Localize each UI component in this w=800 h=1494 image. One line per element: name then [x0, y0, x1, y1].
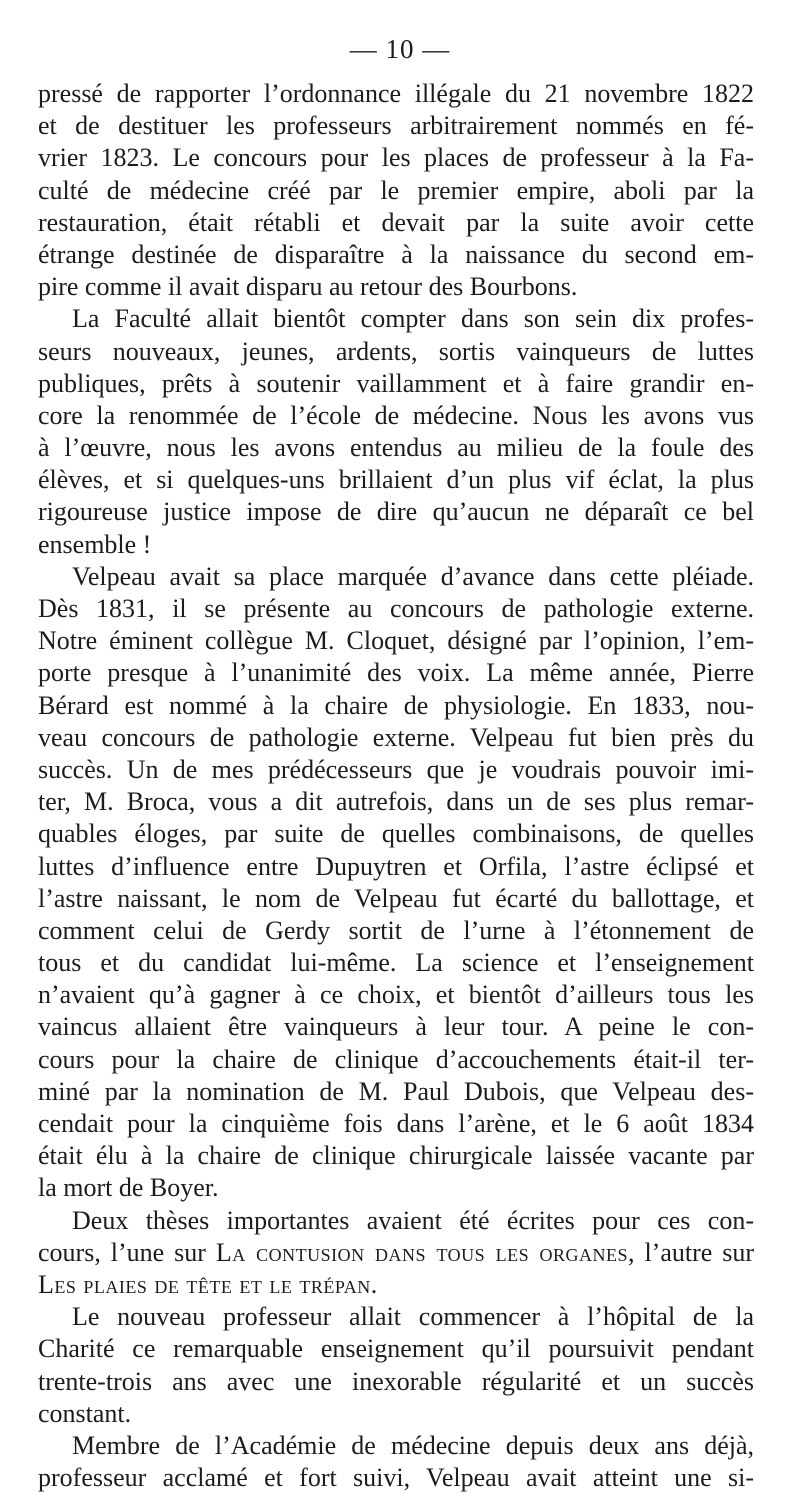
text-segment: publiques, prêts à soutenir vaillamment et à faire grandir en-	[38, 368, 754, 398]
text-line	[38, 1366, 754, 1398]
text-segment: comment celui de Gerdy sortit de l’urne à l’étonnement de	[38, 915, 754, 945]
text-segment: élèves, et si quelques-uns brillaient d’un plus vif éclat, la plus	[38, 465, 754, 495]
text-line	[38, 368, 754, 400]
text-line	[38, 464, 754, 496]
page-number: — 10 —	[349, 34, 451, 64]
text-line	[38, 207, 754, 239]
text-segment: trente-trois ans avec une inexorable régularité et un succès	[38, 1366, 754, 1396]
text-segment: n’avaient qu’à gagner à ce choix, et bientôt d’ailleurs tous les	[38, 980, 754, 1010]
text-segment: Velpeau avait sa place marquée d’avance dans cette pléiade.	[72, 561, 754, 591]
text-segment: restauration, était rétabli et devait par la suite avoir cette	[38, 207, 754, 237]
text-segment: l’astre naissant, le nom de Velpeau fut écarté du ballottage, et	[38, 883, 754, 913]
text-line	[38, 593, 754, 625]
text-line	[38, 271, 754, 303]
text-segment: Dès 1831, il se présente au concours de pathologie externe.	[38, 594, 754, 623]
text-segment: pire comme il avait disparu au retour des Bourbons.	[38, 272, 578, 302]
text-line	[38, 979, 754, 1011]
text-line	[38, 175, 754, 207]
text-line	[38, 78, 754, 110]
text-segment: était élu à la chaire de clinique chirurgicale laissée vacante par	[38, 1141, 754, 1171]
text-line	[38, 1430, 754, 1462]
text-segment: miné par la nomination de M. Paul Dubois, que Velpeau des-	[38, 1076, 754, 1106]
text-line	[38, 1076, 754, 1108]
text-segment: culté de médecine créé par le premier empire, aboli par la	[38, 175, 754, 205]
text-line	[38, 142, 754, 174]
text-segment: Bérard est nommé à la chaire de physiologie. En 1833, nou-	[38, 690, 754, 720]
text-segment: , l’autre sur	[628, 1237, 755, 1267]
text-line	[38, 754, 754, 786]
text-segment: Le nouveau professeur allait commencer à l’hôpital de la	[72, 1302, 754, 1332]
text-segment: Notre éminent collègue M. Cloquet, désigné par l’opinion, l’em-	[38, 626, 754, 656]
text-segment: succès. Un de mes prédécesseurs que je voudrais pouvoir imi-	[38, 754, 754, 784]
text-segment: et de destituer les professeurs arbitrairement nommés en fé-	[38, 111, 754, 141]
text-line	[38, 1044, 754, 1076]
small-caps-title: Les plaies de tête et le trépan	[38, 1269, 371, 1299]
text-line	[38, 1462, 754, 1494]
text-line	[38, 947, 754, 979]
text-segment: Deux thèses importantes avaient été écrites pour ces con-	[72, 1205, 754, 1235]
text-line	[38, 529, 754, 561]
text-segment: vrier 1823. Le concours pour les places de professeur à la Fa-	[38, 143, 754, 173]
text-segment: constant.	[38, 1398, 132, 1428]
text-line	[38, 561, 754, 593]
text-segment: cours pour la chaire de clinique d’accouchements était-il ter-	[38, 1044, 754, 1074]
text-line	[38, 883, 754, 915]
text-line	[38, 625, 754, 657]
text-line	[38, 1172, 754, 1204]
text-segment: cendait pour la cinquième fois dans l’arène, et le 6 août 1834	[38, 1109, 754, 1138]
text-line	[38, 915, 754, 947]
text-segment: la mort de Boyer.	[38, 1173, 219, 1203]
text-segment: porte presque à l’unanimité des voix. La même année, Pierre	[38, 658, 754, 688]
text-segment: pressé de rapporter l’ordonnance illégale du 21 novembre 1822	[38, 79, 754, 108]
text-line	[38, 722, 754, 754]
text-segment: quables éloges, par suite de quelles combinaisons, de quelles	[38, 819, 754, 849]
text-line	[38, 1333, 754, 1365]
text-segment: .	[370, 1269, 378, 1299]
text-line	[38, 1140, 754, 1172]
text-segment: tous et du candidat lui-même. La science et l’enseignement	[38, 948, 754, 978]
text-segment: core la renommée de l’école de médecine. Nous les avons vus	[38, 400, 754, 430]
text-line	[38, 110, 754, 142]
text-line	[38, 1237, 754, 1269]
text-line	[38, 303, 754, 335]
text-segment: à l’œuvre, nous les avons entendus au milieu de la foule des	[38, 433, 754, 463]
text-segment: Charité ce remarquable enseignement qu’il poursuivit pendant	[38, 1334, 754, 1364]
text-segment: cours, l’une sur	[38, 1237, 216, 1267]
text-segment: ter, M. Broca, vous a dit autrefois, dans un de ses plus remar-	[38, 787, 754, 817]
text-line	[38, 336, 754, 368]
text-line	[38, 239, 754, 271]
text-segment: Membre de l’Académie de médecine depuis deux ans déjà,	[72, 1430, 754, 1460]
text-line	[38, 1011, 754, 1043]
text-line	[38, 1205, 754, 1237]
text-segment: veau concours de pathologie externe. Velpeau fut bien près du	[38, 722, 754, 752]
text-line	[38, 1301, 754, 1333]
text-line	[38, 818, 754, 850]
text-segment: La Faculté allait bientôt compter dans son sein dix profes-	[72, 304, 754, 334]
text-line	[38, 400, 754, 432]
text-line	[38, 496, 754, 528]
small-caps-title: La contusion dans tous les organes	[215, 1237, 629, 1267]
text-line	[38, 1398, 754, 1430]
text-line	[38, 1269, 754, 1301]
text-segment: rigoureuse justice impose de dire qu’aucun ne déparaît ce bel	[38, 497, 754, 527]
text-line	[38, 851, 754, 883]
text-segment: professeur acclamé et fort suivi, Velpeau avait atteint une si-	[38, 1463, 754, 1493]
text-line	[38, 690, 754, 722]
text-line	[38, 786, 754, 818]
text-segment: seurs nouveaux, jeunes, ardents, sortis vainqueurs de luttes	[38, 336, 754, 366]
text-segment: ensemble !	[38, 529, 152, 559]
text-line	[38, 1108, 754, 1140]
body-text	[38, 78, 754, 1494]
text-segment: vaincus allaient être vainqueurs à leur tour. A peine le con-	[38, 1012, 754, 1042]
text-segment: luttes d’influence entre Dupuytren et Orfila, l’astre éclipsé et	[38, 851, 754, 881]
text-line	[38, 657, 754, 689]
text-segment: étrange destinée de disparaître à la naissance du second em-	[38, 239, 754, 269]
text-line	[38, 432, 754, 464]
